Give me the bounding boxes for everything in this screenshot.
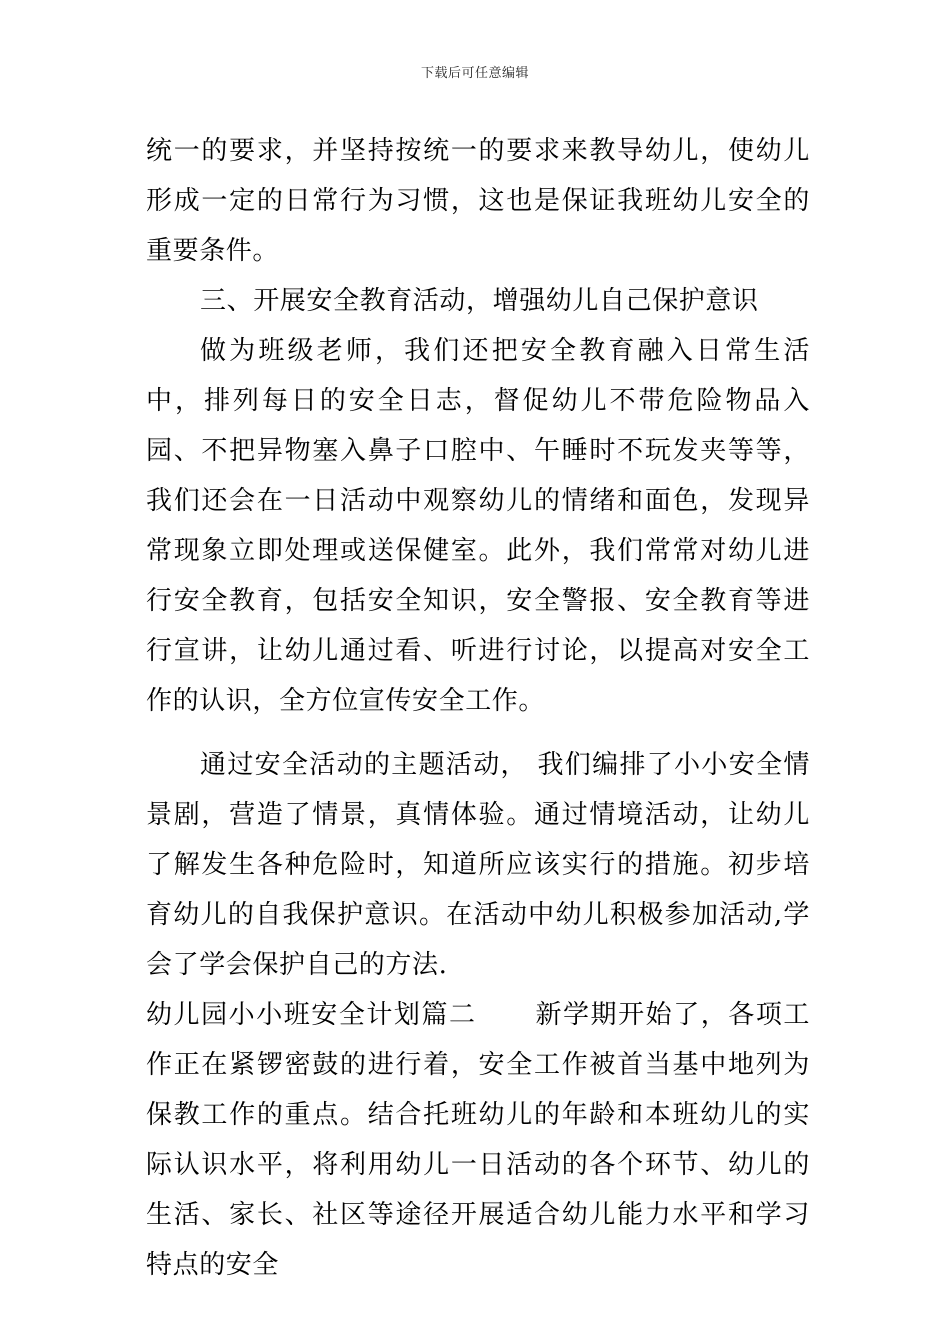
paragraph-continuation: 统一的要求，并坚持按统一的要求来教导幼儿，使幼儿形成一定的日常行为习惯，这也是保证我班幼儿安全的重要条件。 xyxy=(146,136,810,266)
paragraph-safety-education: 做为班级老师，我们还把安全教育融入日常生活中，排列每日的安全日志，督促幼儿不带危险物品入园、不把异物塞入鼻子口腔中、午睡时不玩发夹等等，我们还会在一日活动中观察幼儿的情绪和面色，发现异常现象立即处理或送保健室。此外，我们常常对幼儿进行安全教育，包括安全知识，安全警报、安全教育等进行宣讲，让幼儿通过看、听进行讨论，以提高对安全工作的认识，全方位宣传安全工作。 xyxy=(146,336,810,716)
page-header: 下载后可任意编辑 xyxy=(420,66,529,81)
paragraph-theme-activity: 通过安全活动的主题活动， 我们编排了小小安全情景剧，营造了情景，真情体验。通过情境活动，让幼儿了解发生各种危险时，知道所应该实行的措施。初步培育幼儿的自我保护意识。在活动中幼儿积极参加活动,学会了学会保护自己的方法. xyxy=(146,750,810,980)
document-body xyxy=(146,126,810,1290)
paragraph-plan-two: 幼儿园小小班安全计划篇二 新学期开始了，各项工作正在紧锣密鼓的进行着，安全工作被首当基中地列为保教工作的重点。结合托班幼儿的年龄和本班幼儿的实际认识水平，将利用幼儿一日活动的各个环节、幼儿的生活、家长、社区等途径开展适合幼儿能力水平和学习特点的安全 xyxy=(146,1000,810,1280)
section-heading: 三、开展安全教育活动，增强幼儿自己保护意识 xyxy=(200,286,759,316)
paragraph-gap xyxy=(146,726,810,740)
